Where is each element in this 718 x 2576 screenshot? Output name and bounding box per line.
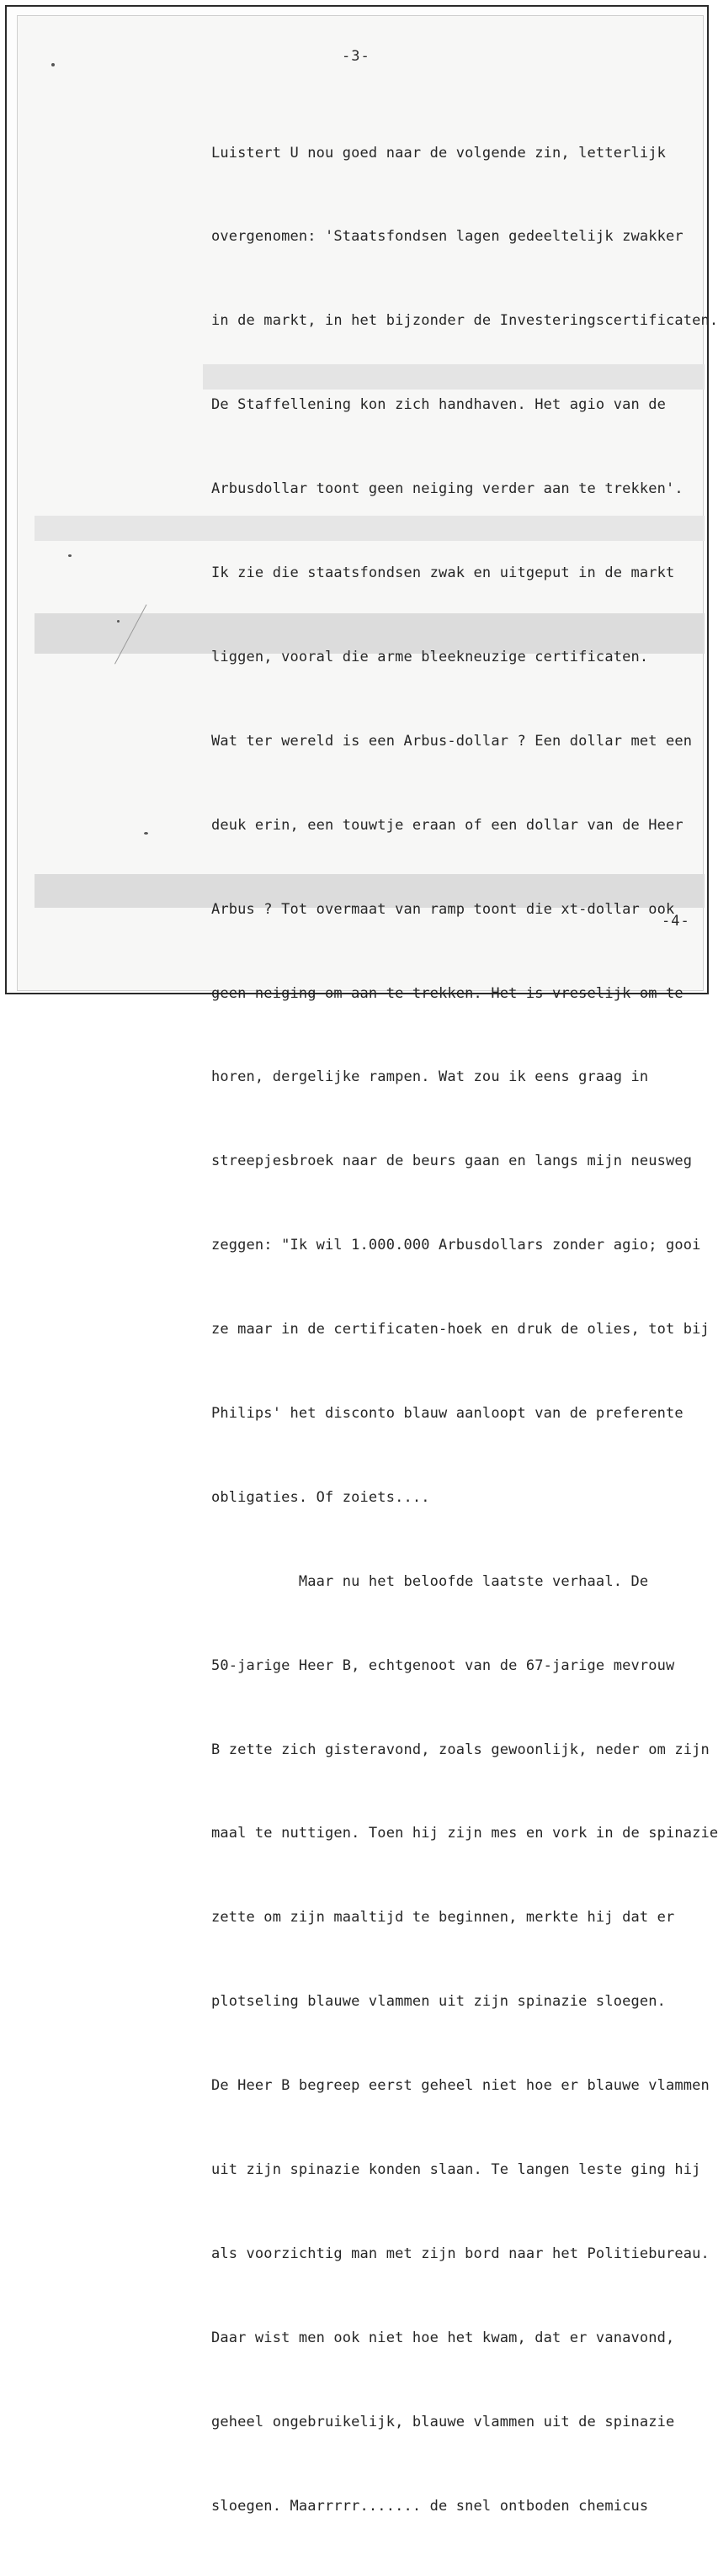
text-line: geheel ongebruikelijk, blauwe vlammen uit de spinazie	[211, 2413, 675, 2430]
typewritten-body	[211, 83, 718, 2576]
text-line: liggen, vooral die arme bleekneuzige certificaten.	[211, 648, 649, 665]
scan-speck	[117, 620, 120, 623]
text-line: deuk erin, een touwtje eraan of een dollar van de Heer	[211, 816, 683, 834]
text-line: overgenomen: 'Staatsfondsen lagen gedeeltelijk zwakker	[211, 228, 683, 246]
text-line: De Staffellening kon zich handhaven. Het agio van de	[211, 396, 667, 414]
text-line: Maar nu het beloofde laatste verhaal. De	[211, 1572, 649, 1590]
scan-speck	[68, 554, 72, 557]
text-line: geen neiging om aan te trekken. Het is vreselijk om te	[211, 984, 683, 1002]
text-line: Arbus ? Tot overmaat van ramp toont die xt-dollar ook	[211, 900, 675, 918]
scan-speck	[144, 832, 148, 835]
text-line: 50-jarige Heer B, echtgenoot van de 67-jarige mevrouw	[211, 1656, 675, 1674]
text-line: zette om zijn maaltijd te beginnen, merkte hij dat er	[211, 1909, 675, 1927]
scan-speck	[51, 63, 55, 66]
text-line: Wat ter wereld is een Arbus-dollar ? Een dollar met een	[211, 732, 693, 750]
text-line: Ik zie die staatsfondsen zwak en uitgeput in de markt	[211, 564, 675, 582]
text-line: Philips' het disconto blauw aanloopt van de preferente	[211, 1404, 683, 1422]
page-number-bottom: -4-	[662, 913, 690, 930]
text-line: als voorzichtig man met zijn bord naar het Politiebureau.	[211, 2245, 710, 2262]
text-line: horen, dergelijke rampen. Wat zou ik eens graag in	[211, 1068, 649, 1086]
text-line: Luistert U nou goed naar de volgende zin, letterlijk	[211, 144, 667, 162]
page-number-top: -3-	[342, 48, 370, 65]
text-line: plotseling blauwe vlammen uit zijn spinazie sloegen.	[211, 1993, 667, 2011]
text-line: sloegen. Maarrrrr....... de snel ontboden chemicus	[211, 2497, 649, 2515]
text-line: Arbusdollar toont geen neiging verder aan te trekken'.	[211, 480, 683, 498]
text-line: ze maar in de certificaten-hoek en druk de olies, tot bij	[211, 1321, 710, 1338]
text-line: maal te nuttigen. Toen hij zijn mes en vork in de spinazie	[211, 1825, 718, 1842]
text-line: in de markt, in het bijzonder de Investeringscertificaten.	[211, 312, 718, 330]
document-frame	[5, 5, 718, 2515]
text-line: De Heer B begreep eerst geheel niet hoe er blauwe vlammen	[211, 2077, 710, 2095]
text-line: B zette zich gisteravond, zoals gewoonlijk, neder om zijn	[211, 1741, 710, 1758]
typewritten-page	[17, 15, 718, 2515]
text-line: zeggen: "Ik wil 1.000.000 Arbusdollars zonder agio; gooi	[211, 1237, 701, 1254]
text-line: streepjesbroek naar de beurs gaan en langs mijn neusweg	[211, 1153, 693, 1170]
text-line: Daar wist men ook niet hoe het kwam, dat er vanavond,	[211, 2329, 675, 2346]
text-line: uit zijn spinazie konden slaan. Te langen leste ging hij	[211, 2160, 701, 2178]
text-line: obligaties. Of zoiets....	[211, 1488, 430, 1506]
